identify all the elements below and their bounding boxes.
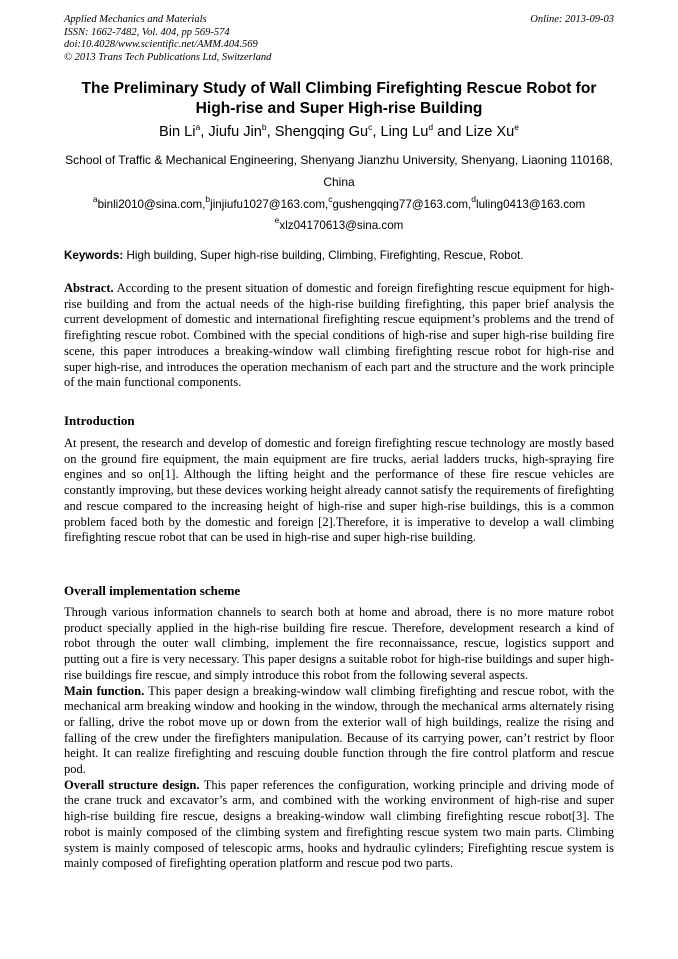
- structure-design-label: Overall structure design.: [64, 777, 200, 792]
- main-function-paragraph: [64, 684, 614, 778]
- email-link[interactable]: xlz04170613@sina.com: [279, 219, 404, 232]
- main-function-label: Main function.: [64, 683, 145, 698]
- journal-copyright: © 2013 Trans Tech Publications Ltd, Switzerland: [64, 51, 272, 63]
- keywords: [64, 249, 614, 263]
- introduction-paragraph: At present, the research and develop of domestic and foreign firefighting rescue technology are mostly based on the ground fire equipment, the main equipment are fire trucks, aerial ladders trucks, high-spraying fire engines and so on[1]. Although the lifting height and the performance of these fire rescue vehicles are constantly improving, but these devices working height already cannot satisfy the requirements of firefighting and rescue compared to the increasing height of high-rise and super high-rise buildings, this is a common problem faced both by the domestic and foreign [2].Therefore, it is imperative to develop a wall climbing firefighting rescue robot that can be used in high-rise and super high-rise building.: [64, 436, 614, 545]
- email-link[interactable]: luling0413@163.com: [476, 198, 586, 211]
- overall-scheme-section: [64, 605, 614, 872]
- main-function-text: This paper design a breaking-window wall climbing firefighting and rescue robot, with the mechanical arm breaking window and hooking in the window, through the mechanical arms alternately rising or falling, drive the robot move up or down from the exterior wall of high buildings, realize the rising and falling of the crew under the firefighters manipulation. Because of its carrying power, can’t restrict by floor height. It can realize firefighting and rescuing double function through the fire control platform and rescue pod.: [64, 683, 614, 777]
- structure-design-paragraph: [64, 778, 614, 872]
- email-link[interactable]: jinjiufu1027@163.com,: [210, 198, 329, 211]
- abstract-label: Abstract.: [64, 281, 114, 295]
- online-date: Online: 2013-09-03: [530, 14, 614, 25]
- email-line-1: $^a$binli2010@sina.com,$^b$jinjiufu1027@163.com,$^c$gushengqing77@163.com,$^d$luling0413@163.com: [92, 194, 586, 211]
- introduction-heading: Introduction: [64, 413, 135, 428]
- email-line-2: $^e$xlz04170613@sina.com: [274, 215, 404, 232]
- paper-title-line-2: High-rise and Super High-rise Building: [195, 100, 483, 117]
- author: Ling Lu$^d$ and: [380, 122, 466, 140]
- journal-doi: doi:10.4028/www.scientific.net/AMM.404.569: [64, 39, 258, 50]
- author: Jiufu Jin$^b$,: [208, 122, 275, 140]
- overall-scheme-paragraph: Through various information channels to search both at home and abroad, there is no more mature robot product specially applied in the high-rise building fire rescue. Therefore, development research a kind of robot through the outer wall climbing, implement the fire reconnaissance, rescue, logistics support and putting out a fire is very necessary. This paper designs a suitable robot for high-rise buildings and super high-rise buildings fire rescue, and simply introduce this robot from the following several aspects.: [64, 605, 614, 682]
- author-list: [64, 123, 614, 141]
- abstract-text: According to the present situation of domestic and foreign firefighting rescue equipment for high-rise building and from the actual needs of the high-rise building firefighting, this paper brief analysis the current development of domestic and international firefighting rescue equipment’s problems and the trend of firefighting rescue robot. Combined with the special conditions of high-rise and super high-rise building fire scene, this paper introduces a breaking-window wall climbing firefighting rescue robot for high-rise and super high-rise, and introduces the operation mechanism of each part and the structure and the work principle of the main functional components.: [64, 281, 615, 390]
- email-link[interactable]: binli2010@sina.com,: [97, 198, 206, 211]
- keywords-label: Keywords:: [64, 249, 124, 262]
- author: Shengqing Gu$^c$,: [274, 122, 381, 140]
- paper-title: [64, 79, 614, 119]
- journal-name: Applied Mechanics and Materials: [64, 14, 207, 25]
- author-emails: [64, 194, 614, 236]
- email-link[interactable]: gushengqing77@163.com,: [332, 198, 472, 211]
- author: Bin Li$^a$,: [159, 122, 209, 140]
- journal-issn: ISSN: 1662-7482, Vol. 404, pp 569-574: [64, 26, 230, 38]
- journal-header: [64, 14, 271, 64]
- author: Lize Xu$^e$: [465, 122, 519, 140]
- structure-design-text: This paper references the configuration, working principle and driving mode of the crane truck and excavator’s arm, and combined with the working environment of high-rise and super high-rise building fire rescue, designs a breaking-window wall climbing firefighting rescue robot[3]. The robot is mainly composed of the climbing system and firefighting rescue system two main parts. Climbing system is mainly composed of telescopic arms, hooks and hydraulic cylinders; Firefighting rescue system is mainly composed of firefighting operation platform and rescue pod two parts.: [64, 777, 614, 871]
- overall-scheme-heading: Overall implementation scheme: [64, 583, 241, 598]
- paper-title-line-1: The Preliminary Study of Wall Climbing Firefighting Rescue Robot for: [81, 80, 597, 97]
- keywords-list: High building, Super high-rise building, Climbing, Firefighting, Rescue, Robot.: [126, 249, 524, 262]
- affiliation: School of Traffic & Mechanical Engineering, Shenyang Jianzhu University, Shenyang, Liaoning 110168, China: [65, 153, 613, 189]
- abstract: [64, 281, 614, 391]
